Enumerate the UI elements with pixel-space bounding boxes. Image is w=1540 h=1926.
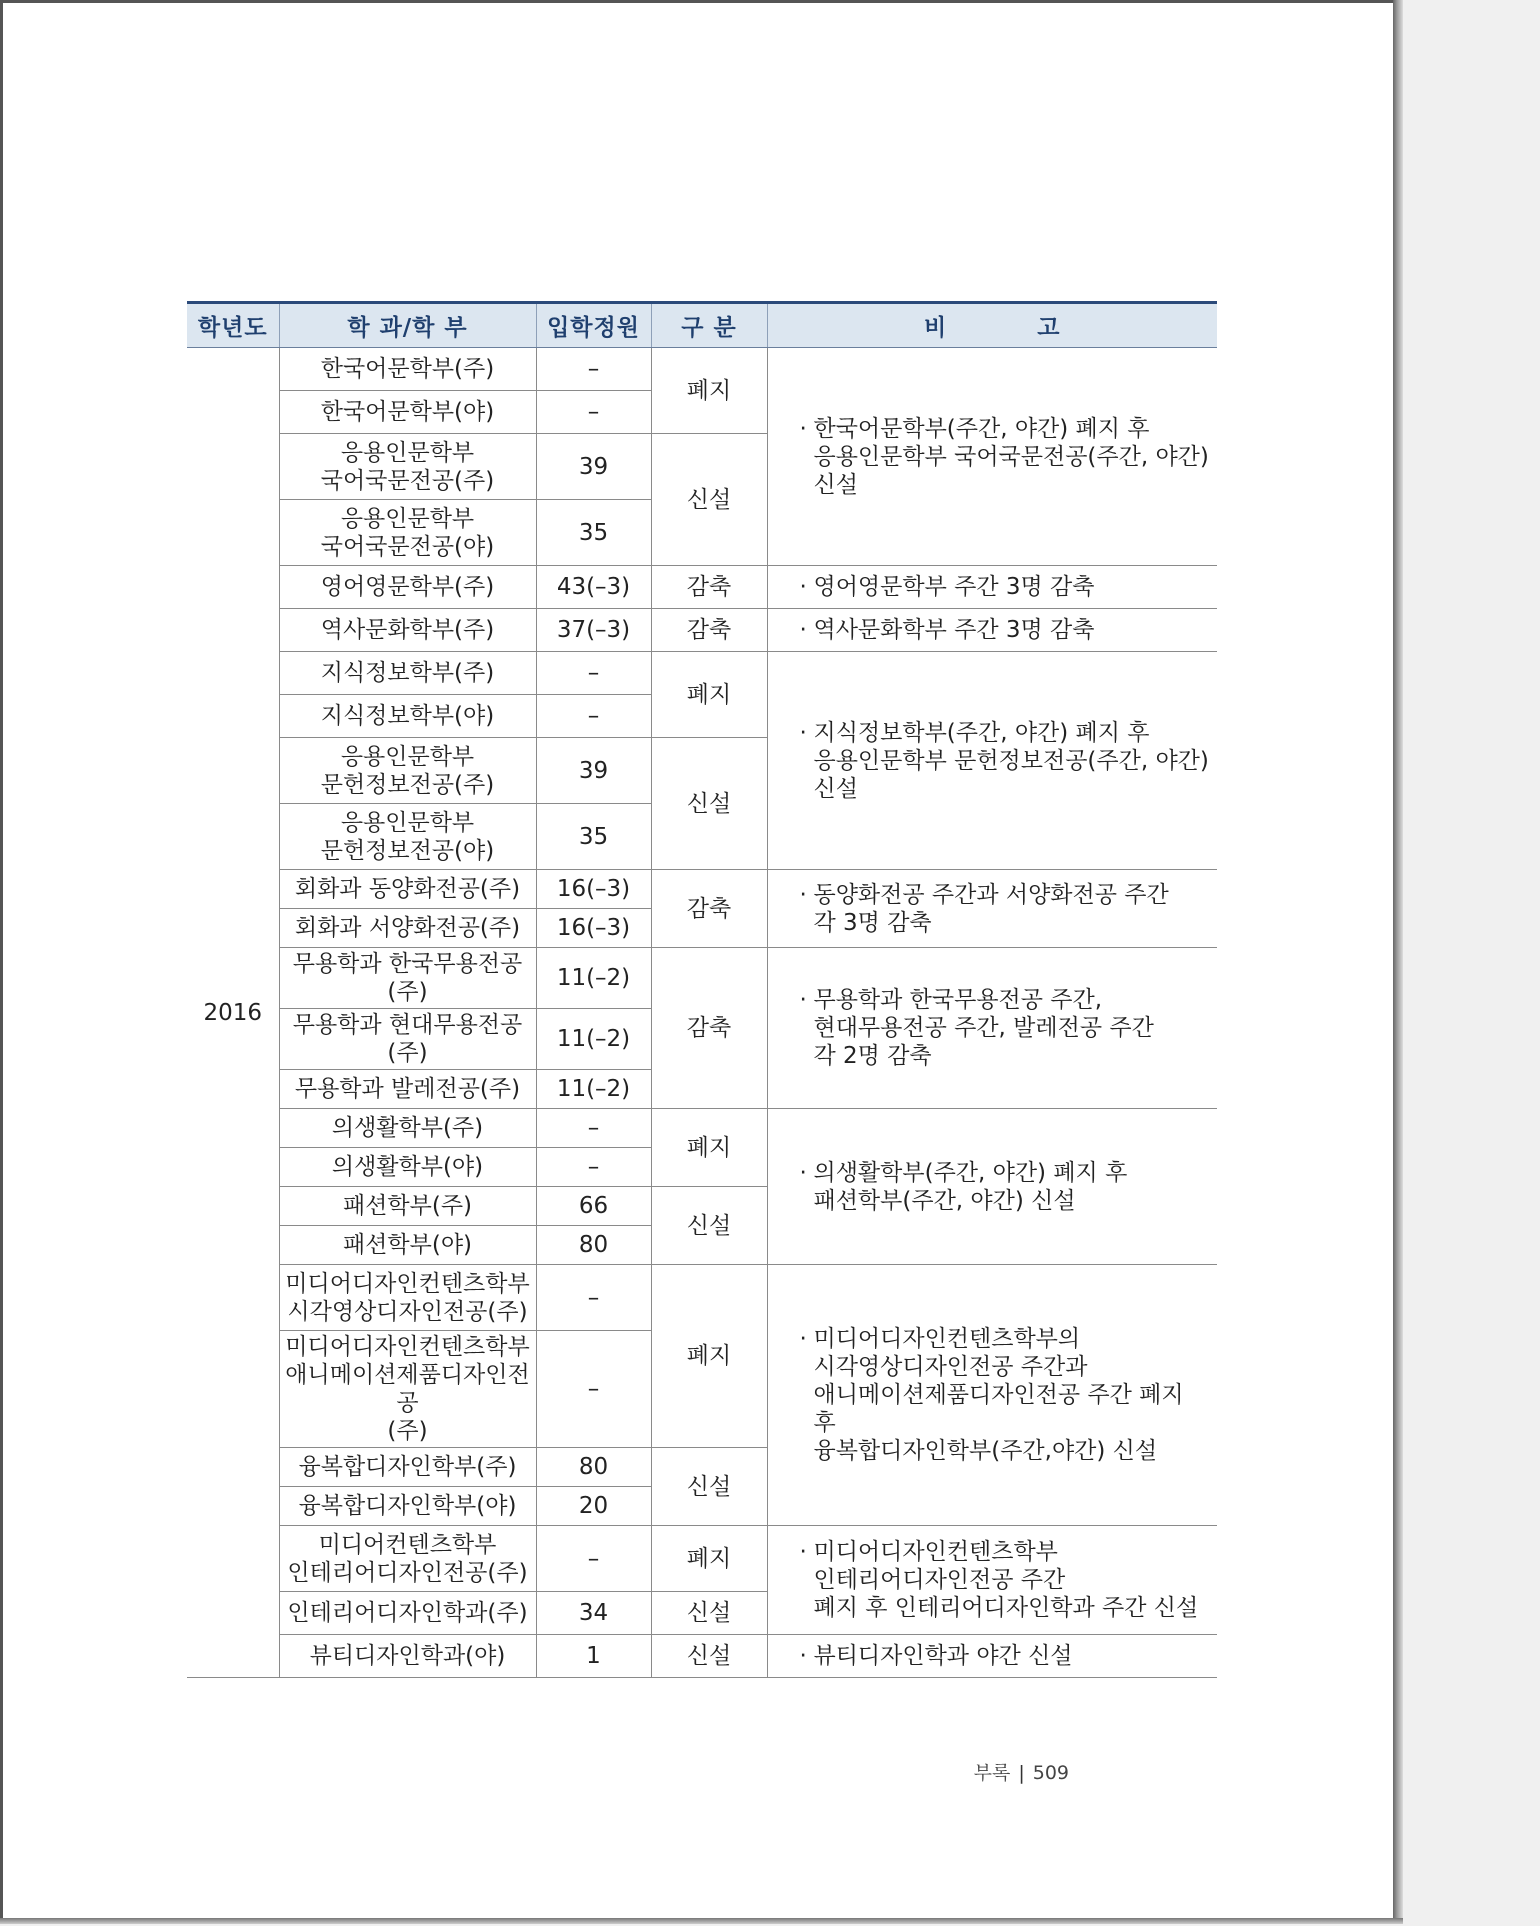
quota-cell: 11(–2) xyxy=(536,1009,651,1070)
page-edge-shadow xyxy=(1393,0,1403,1924)
quota-cell: – xyxy=(536,652,651,695)
dept-cell: 무용학과 한국무용전공(주) xyxy=(279,948,536,1009)
quota-cell: 1 xyxy=(536,1635,651,1678)
quota-cell: – xyxy=(536,695,651,738)
remarks-text: 한국어문학부(주간, 야간) 폐지 후 응용인문학부 국어국문전공(주간, 야간) 신설 xyxy=(813,415,1209,498)
remarks-cell xyxy=(767,1526,1217,1635)
quota-cell: – xyxy=(536,1148,651,1187)
dept-cell: 미디어디자인컨텐츠학부 시각영상디자인전공(주) xyxy=(279,1265,536,1331)
division-cell: 신설 xyxy=(651,1592,767,1635)
dept-cell: 지식정보학부(주) xyxy=(279,652,536,695)
quota-cell: 39 xyxy=(536,434,651,500)
remarks-text: 미디어디자인컨텐츠학부 인테리어디자인전공 주간 폐지 후 인테리어디자인학과 주간 신설 xyxy=(813,1539,1199,1621)
division-cell: 감축 xyxy=(651,609,767,652)
dept-cell: 응용인문학부 문헌정보전공(야) xyxy=(279,804,536,870)
quota-cell: 16(–3) xyxy=(536,909,651,948)
quota-cell: 66 xyxy=(536,1187,651,1226)
dept-cell: 미디어컨텐츠학부 인테리어디자인전공(주) xyxy=(279,1526,536,1592)
dept-cell: 응용인문학부 문헌정보전공(주) xyxy=(279,738,536,804)
footer-separator: | xyxy=(1018,1762,1025,1784)
bullet: · xyxy=(799,987,807,1013)
dept-cell: 회화과 서양화전공(주) xyxy=(279,909,536,948)
header-remarks: 비 고 xyxy=(767,303,1217,348)
table-row xyxy=(187,1526,1217,1592)
remarks-cell xyxy=(767,1109,1217,1265)
table-row xyxy=(187,1635,1217,1678)
table-header-row xyxy=(187,303,1217,348)
quota-cell: 80 xyxy=(536,1448,651,1487)
header-division: 구 분 xyxy=(651,303,767,348)
dept-cell: 뷰티디자인학과(야) xyxy=(279,1635,536,1678)
quota-cell: 43(–3) xyxy=(536,566,651,609)
dept-cell: 응용인문학부 국어국문전공(주) xyxy=(279,434,536,500)
header-quota: 입학정원 xyxy=(536,303,651,348)
remarks-cell xyxy=(767,1635,1217,1678)
year-cell: 2016 xyxy=(187,348,279,1678)
bullet: · xyxy=(799,574,807,600)
quota-cell: – xyxy=(536,391,651,434)
admission-changes-table xyxy=(187,301,1217,1678)
quota-cell: 11(–2) xyxy=(536,948,651,1009)
remarks-cell xyxy=(767,1265,1217,1526)
remarks-text: 의생활학부(주간, 야간) 폐지 후 패션학부(주간, 야간) 신설 xyxy=(813,1159,1128,1214)
bullet: · xyxy=(799,1326,807,1352)
quota-cell: – xyxy=(536,1526,651,1592)
quota-cell: 35 xyxy=(536,500,651,566)
division-cell: 폐지 xyxy=(651,1526,767,1592)
table-row xyxy=(187,1109,1217,1148)
table-row xyxy=(187,870,1217,909)
dept-cell: 지식정보학부(야) xyxy=(279,695,536,738)
remarks-cell xyxy=(767,870,1217,948)
division-cell: 신설 xyxy=(651,1187,767,1265)
dept-cell: 패션학부(야) xyxy=(279,1226,536,1265)
division-cell: 신설 xyxy=(651,738,767,870)
table-row xyxy=(187,652,1217,695)
dept-cell: 회화과 동양화전공(주) xyxy=(279,870,536,909)
division-cell: 감축 xyxy=(651,566,767,609)
dept-cell: 의생활학부(야) xyxy=(279,1148,536,1187)
dept-cell: 융복합디자인학부(주) xyxy=(279,1448,536,1487)
quota-cell: 34 xyxy=(536,1592,651,1635)
page-footer xyxy=(974,1758,1069,1785)
dept-cell: 패션학부(주) xyxy=(279,1187,536,1226)
dept-cell: 무용학과 현대무용전공(주) xyxy=(279,1009,536,1070)
bullet: · xyxy=(799,1159,807,1186)
dept-cell: 융복합디자인학부(야) xyxy=(279,1487,536,1526)
table-row xyxy=(187,609,1217,652)
remarks-cell xyxy=(767,348,1217,566)
remarks-text: 영어영문학부 주간 3명 감축 xyxy=(813,574,1095,600)
remarks-cell xyxy=(767,948,1217,1109)
division-cell: 감축 xyxy=(651,870,767,948)
header-department: 학 과/학 부 xyxy=(279,303,536,348)
dept-cell: 의생활학부(주) xyxy=(279,1109,536,1148)
quota-cell: – xyxy=(536,348,651,391)
table-row xyxy=(187,948,1217,1009)
division-cell: 신설 xyxy=(651,1635,767,1678)
dept-cell: 응용인문학부 국어국문전공(야) xyxy=(279,500,536,566)
remarks-text: 미디어디자인컨텐츠학부의 시각영상디자인전공 주간과 애니메이션제품디자인전공 주간 폐지 후 융복합디자인학부(주간,야간) 신설 xyxy=(813,1326,1184,1464)
dept-cell: 무용학과 발레전공(주) xyxy=(279,1070,536,1109)
footer-section: 부록 xyxy=(973,1762,1011,1784)
remarks-text: 지식정보학부(주간, 야간) 폐지 후 응용인문학부 문헌정보전공(주간, 야간) 신설 xyxy=(813,719,1209,802)
quota-cell: 16(–3) xyxy=(536,870,651,909)
division-cell: 신설 xyxy=(651,434,767,566)
bullet: · xyxy=(799,1539,807,1565)
bullet: · xyxy=(799,719,807,746)
bullet: · xyxy=(799,617,807,643)
division-cell: 폐지 xyxy=(651,348,767,434)
page-bottom-edge xyxy=(0,1918,1403,1924)
dept-cell: 한국어문학부(야) xyxy=(279,391,536,434)
table-row xyxy=(187,566,1217,609)
division-cell: 폐지 xyxy=(651,652,767,738)
division-cell: 폐지 xyxy=(651,1265,767,1448)
remarks-cell xyxy=(767,566,1217,609)
table-row xyxy=(187,348,1217,391)
dept-cell: 인테리어디자인학과(주) xyxy=(279,1592,536,1635)
bullet: · xyxy=(799,1643,807,1669)
remarks-text: 뷰티디자인학과 야간 신설 xyxy=(813,1643,1073,1669)
division-cell: 신설 xyxy=(651,1448,767,1526)
header-year: 학년도 xyxy=(187,303,279,348)
dept-cell: 미디어디자인컨텐츠학부 애니메이션제품디자인전공 (주) xyxy=(279,1331,536,1448)
quota-cell: – xyxy=(536,1109,651,1148)
dept-cell: 영어영문학부(주) xyxy=(279,566,536,609)
dept-cell: 한국어문학부(주) xyxy=(279,348,536,391)
remarks-text: 역사문화학부 주간 3명 감축 xyxy=(813,617,1095,643)
remarks-cell xyxy=(767,609,1217,652)
quota-cell: – xyxy=(536,1265,651,1331)
quota-cell: 20 xyxy=(536,1487,651,1526)
quota-cell: 37(–3) xyxy=(536,609,651,652)
quota-cell: 35 xyxy=(536,804,651,870)
remarks-text: 무용학과 한국무용전공 주간, 현대무용전공 주간, 발레전공 주간 각 2명 감축 xyxy=(813,987,1154,1069)
quota-cell: 80 xyxy=(536,1226,651,1265)
remarks-cell xyxy=(767,652,1217,870)
division-cell: 폐지 xyxy=(651,1109,767,1187)
division-cell: 감축 xyxy=(651,948,767,1109)
table-row xyxy=(187,1265,1217,1331)
bullet: · xyxy=(799,881,807,908)
quota-cell: 39 xyxy=(536,738,651,804)
bullet: · xyxy=(799,415,807,442)
page-number: 509 xyxy=(1032,1762,1069,1784)
remarks-text: 동양화전공 주간과 서양화전공 주간 각 3명 감축 xyxy=(813,881,1169,936)
dept-cell: 역사문화학부(주) xyxy=(279,609,536,652)
quota-cell: 11(–2) xyxy=(536,1070,651,1109)
quota-cell: – xyxy=(536,1331,651,1448)
